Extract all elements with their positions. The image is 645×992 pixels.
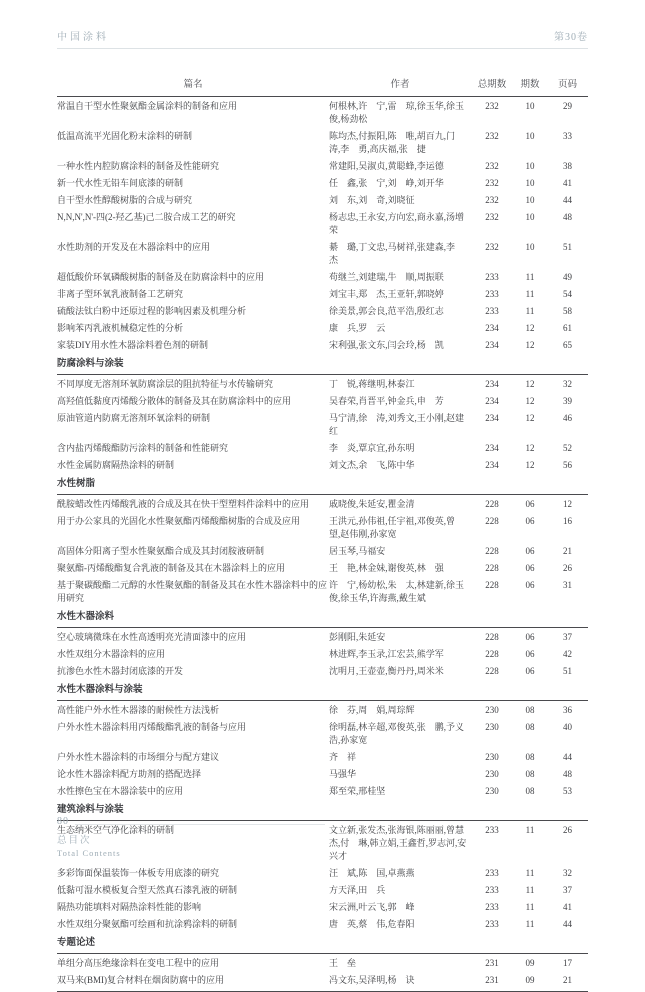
page-number: 38 <box>563 160 572 171</box>
table-row <box>57 191 588 208</box>
page-number: 21 <box>563 545 572 556</box>
paper-authors: 丁 锐,蒋继明,林泰江 <box>329 378 415 389</box>
issue-number: 12 <box>525 459 535 470</box>
table-row <box>57 268 588 285</box>
issue-number: 12 <box>525 378 535 389</box>
page-number: 48 <box>563 768 572 779</box>
total-issue: 234 <box>485 322 499 333</box>
paper-title: 含内盐丙烯酸酯防污涂料的制备和性能研究 <box>57 442 229 453</box>
table-row <box>57 971 588 991</box>
total-issue: 232 <box>485 177 499 188</box>
paper-title: 不同厚度无溶剂环氧防腐涂层的阻抗特征与水传输研究 <box>57 378 274 389</box>
volume-label: 第30卷 <box>554 32 588 43</box>
page-number: 44 <box>563 751 572 762</box>
paper-authors: 王洪元,孙伟祖,任宇祖,邓俊英,曾 望,赵伟刚,孙家宽 <box>329 515 465 539</box>
paper-authors: 唐 英,蔡 伟,危春阳 <box>329 918 415 929</box>
paper-authors: 刘宝丰,郑 杰,王亚轩,郭晓婷 <box>329 288 444 299</box>
total-issue: 233 <box>485 305 499 316</box>
paper-title: 空心玻璃微珠在水性高透明亮光清面漆中的应用 <box>57 631 247 642</box>
page-number: 36 <box>563 704 572 715</box>
page-number: 32 <box>563 867 572 878</box>
paper-title: 一种水性内腔防腐涂料的制备及性能研究 <box>57 160 220 171</box>
total-issue: 228 <box>485 579 499 590</box>
col-header-page: 页码 <box>547 76 588 97</box>
paper-title: N,N,N',N'-四(2-羟乙基)己二胺合成工艺的研究 <box>57 211 236 222</box>
paper-title: 隔热功能填料对隔热涂料性能的影响 <box>57 901 202 912</box>
paper-title: 水性擦色宝在木器涂装中的应用 <box>57 785 184 796</box>
issue-number: 11 <box>525 884 535 895</box>
paper-authors: 居玉琴,马福安 <box>329 545 386 556</box>
page-number: 26 <box>563 824 572 835</box>
total-issue: 232 <box>485 100 499 111</box>
total-issue: 232 <box>485 194 499 205</box>
issue-number: 11 <box>525 867 535 878</box>
paper-title: 论水性木器涂料配方助剂的搭配选择 <box>57 768 202 779</box>
paper-authors: 任 鑫,张 宁,刘 峥,刘开华 <box>329 177 444 188</box>
page-number: 32 <box>563 378 572 389</box>
page-number: 26 <box>563 562 572 573</box>
paper-title: 低黏可湿水模板复合型天然真石漆乳液的研制 <box>57 884 238 895</box>
table-row <box>57 285 588 302</box>
page-number: 33 <box>563 130 572 141</box>
section-title: 水性树脂 <box>57 473 588 495</box>
issue-number: 09 <box>525 957 535 968</box>
paper-title: 高性能户外水性木器漆的耐候性方法浅析 <box>57 704 220 715</box>
section-header <box>57 606 588 628</box>
total-issue: 228 <box>485 562 499 573</box>
total-issue: 234 <box>485 459 499 470</box>
paper-authors: 杨志忠,王永安,方向宏,商永嘉,汤增荣 <box>329 211 465 235</box>
issue-number: 06 <box>525 665 535 676</box>
total-issue: 233 <box>485 901 499 912</box>
total-issue: 232 <box>485 211 499 222</box>
page-number: 51 <box>563 665 572 676</box>
table-row <box>57 174 588 191</box>
table-row <box>57 864 588 881</box>
total-issue: 228 <box>485 545 499 556</box>
paper-title: 水性金属防腐隔热涂料的研制 <box>57 459 175 470</box>
paper-title: 家装DIY用水性木器涂料着色剂的研制 <box>57 339 208 350</box>
issue-number: 11 <box>525 305 535 316</box>
paper-title: 水性助剂的开发及在木器涂料中的应用 <box>57 241 211 252</box>
issue-number: 08 <box>525 721 535 732</box>
paper-authors: 綦 璐,丁文忠,马树祥,张建森,李 杰 <box>329 241 465 265</box>
total-issue: 230 <box>485 721 499 732</box>
table-row <box>57 898 588 915</box>
page-number: 41 <box>563 177 572 188</box>
paper-authors: 李 炎,覃京宜,孙东明 <box>329 442 415 453</box>
issue-number: 11 <box>525 901 535 912</box>
total-issue: 230 <box>485 768 499 779</box>
col-header-title: 篇名 <box>57 76 329 97</box>
paper-authors: 冯文东,吴泽明,杨 诀 <box>329 971 471 991</box>
issue-number: 09 <box>513 971 547 991</box>
paper-title: 自干型水性醇酸树脂的合成与研究 <box>57 194 193 205</box>
page-number: 40 <box>563 721 572 732</box>
table-row <box>57 954 588 972</box>
paper-authors: 郑至荣,邢桂坚 <box>329 785 386 796</box>
total-issue: 228 <box>485 665 499 676</box>
col-header-authors: 作者 <box>329 76 471 97</box>
section-header <box>57 353 588 375</box>
paper-title: 单组分高压绝缘涂料在变电工程中的应用 <box>57 957 220 968</box>
table-row <box>57 456 588 473</box>
page-number: 80 <box>57 816 69 827</box>
paper-title: 户外水性木器涂料的市场细分与配方建议 <box>57 751 220 762</box>
footer-rule <box>75 824 325 825</box>
issue-number: 12 <box>525 395 535 406</box>
page-number: 56 <box>563 459 572 470</box>
section-header <box>57 473 588 495</box>
table-row <box>57 662 588 679</box>
page-number: 37 <box>563 631 572 642</box>
paper-authors: 陈均杰,付振阳,陈 唯,胡百九,门 涛,李 勇,高庆福,张 捷 <box>329 130 465 154</box>
total-issue: 233 <box>485 271 499 282</box>
paper-authors: 方天泽,田 兵 <box>329 884 386 895</box>
page-number: 44 <box>563 194 572 205</box>
total-issue: 234 <box>485 442 499 453</box>
paper-authors: 徐 芬,周 娟,周琮辉 <box>329 704 415 715</box>
col-header-issue: 期数 <box>513 76 547 97</box>
journal-name: 中国涂料 <box>57 32 109 43</box>
issue-number: 10 <box>525 160 535 171</box>
page-number: 65 <box>563 339 572 350</box>
issue-number: 11 <box>525 824 535 835</box>
total-issue: 230 <box>485 785 499 796</box>
page-number: 31 <box>563 579 572 590</box>
issue-number: 10 <box>525 211 535 222</box>
paper-title: 低温高流平光固化粉末涂料的研制 <box>57 130 193 141</box>
total-issue: 232 <box>485 130 499 141</box>
page-number: 49 <box>563 271 572 282</box>
paper-authors: 刘文杰,余 飞,陈中华 <box>329 459 415 470</box>
paper-title: 水性双组分聚氨酯可绘画和抗涂鸦涂料的研制 <box>57 918 238 929</box>
page-number: 29 <box>563 100 572 111</box>
paper-title: 高羟值低黏度丙烯酸分散体的制备及其在防腐涂料中的应用 <box>57 395 292 406</box>
page-number: 21 <box>547 971 588 991</box>
paper-title: 聚氨酯-丙烯酸酯复合乳液的制备及其在木器涂料上的应用 <box>57 562 285 573</box>
total-issue: 231 <box>471 971 513 991</box>
total-issue: 228 <box>485 515 499 526</box>
table-row <box>57 97 588 128</box>
total-issue: 228 <box>485 648 499 659</box>
page-number: 53 <box>563 785 572 796</box>
page-number: 37 <box>563 884 572 895</box>
paper-authors: 彭刚阳,朱延安 <box>329 631 386 642</box>
table-row <box>57 559 588 576</box>
page-number: 52 <box>563 442 572 453</box>
total-issue: 233 <box>485 824 499 835</box>
issue-number: 11 <box>525 271 535 282</box>
issue-number: 06 <box>525 515 535 526</box>
paper-title: 非离子型环氧乳液制备工艺研究 <box>57 288 184 299</box>
issue-number: 06 <box>525 648 535 659</box>
issue-number: 10 <box>525 241 535 252</box>
issue-number: 12 <box>525 339 535 350</box>
footer-title-en: Total Contents <box>57 848 121 858</box>
table-row <box>57 576 588 606</box>
paper-authors: 戚晓俊,朱延安,瞿金清 <box>329 498 415 509</box>
issue-number: 10 <box>525 194 535 205</box>
section-title: 建筑涂料与涂装 <box>57 799 588 821</box>
paper-authors: 林进辉,李玉录,江宏芸,熊学军 <box>329 648 444 659</box>
table-row <box>57 495 588 513</box>
section-title: 水性木器涂料 <box>57 606 588 628</box>
total-issue: 234 <box>485 378 499 389</box>
total-issue: 228 <box>485 498 499 509</box>
table-header-row <box>57 76 588 97</box>
table-row <box>57 782 588 799</box>
table-row <box>57 208 588 238</box>
footer-title-cn: 总目次 <box>57 836 92 846</box>
page-number: 61 <box>563 322 572 333</box>
page-footer <box>57 816 588 858</box>
paper-authors: 刘 东,刘 奇,刘晓征 <box>329 194 415 205</box>
paper-authors: 徐明磊,林辛超,邓俊英,张 鹏,予义浩,孙家宽 <box>329 721 465 745</box>
page-number: 17 <box>563 957 572 968</box>
paper-title: 水性双组分木器涂料的应用 <box>57 648 166 659</box>
issue-number: 12 <box>525 412 535 423</box>
table-row <box>57 718 588 748</box>
paper-title: 硫酸法钛白粉中还原过程的影响因素及机理分析 <box>57 305 247 316</box>
issue-number: 08 <box>525 768 535 779</box>
table-row <box>57 701 588 719</box>
page-number: 12 <box>563 498 572 509</box>
paper-authors: 王 艳,林金妹,谢俊英,林 强 <box>329 562 444 573</box>
table-row <box>57 238 588 268</box>
table-row <box>57 127 588 157</box>
page-number: 39 <box>563 395 572 406</box>
page-number: 48 <box>563 211 572 222</box>
paper-authors: 王 垒 <box>329 957 357 968</box>
table-row <box>57 748 588 765</box>
table-row <box>57 881 588 898</box>
section-title: 专题论述 <box>57 932 588 954</box>
paper-authors: 何根林,许 宁,雷 琼,徐玉华,徐玉俊,杨劲松 <box>329 100 465 124</box>
table-row <box>57 512 588 542</box>
issue-number: 06 <box>525 562 535 573</box>
paper-authors: 齐 祥 <box>329 751 357 762</box>
paper-title: 用于办公家具的光固化水性聚氨酯丙烯酸酯树脂的合成及应用 <box>57 515 301 526</box>
paper-title: 酰胺蜡改性丙烯酸乳液的合成及其在快干型塑料件涂料中的应用 <box>57 498 310 509</box>
paper-authors: 马强华 <box>329 768 357 779</box>
issue-number: 08 <box>525 751 535 762</box>
col-header-total: 总期数 <box>471 76 513 97</box>
paper-title: 原油管道内防腐无溶剂环氧涂料的研制 <box>57 412 211 423</box>
paper-title: 多彩饰面保温装饰一体板专用底漆的研究 <box>57 867 220 878</box>
table-row <box>57 542 588 559</box>
table-row <box>57 392 588 409</box>
table-row <box>57 439 588 456</box>
table-row <box>57 157 588 174</box>
paper-authors: 苟继兰,刘建瑞,牛 顺,周振联 <box>329 271 444 282</box>
table-row <box>57 302 588 319</box>
issue-number: 06 <box>525 545 535 556</box>
page-number: 44 <box>563 918 572 929</box>
paper-authors: 常建阳,吴淑贞,黄聪蜂,李运德 <box>329 160 444 171</box>
table-row <box>57 765 588 782</box>
issue-number: 10 <box>525 177 535 188</box>
table-row <box>57 645 588 662</box>
issue-number: 06 <box>525 579 535 590</box>
paper-title: 生态纳米空气净化涂料的研制 <box>57 824 175 835</box>
issue-number: 11 <box>525 918 535 929</box>
paper-title: 常温自干型水性聚氨酯金属涂料的制备和应用 <box>57 100 238 111</box>
page-number: 54 <box>563 288 572 299</box>
paper-authors: 康 兵,罗 云 <box>329 322 386 333</box>
page-number: 42 <box>563 648 572 659</box>
paper-title: 影响苯丙乳液机械稳定性的分析 <box>57 322 184 333</box>
page-number: 51 <box>563 241 572 252</box>
paper-title: 超低酸价环氧磷酸树脂的制备及在防腐涂料中的应用 <box>57 271 265 282</box>
paper-title: 双马来(BMI)复合材料在烟囱防腐中的应用 <box>57 971 329 991</box>
page-number: 58 <box>563 305 572 316</box>
paper-title: 抗渗色水性木器封闭底漆的开发 <box>57 665 184 676</box>
paper-title: 基于聚碳酸酯二元醇的水性聚氨酯的制备及其在水性木器涂料中的应用研究 <box>57 579 328 603</box>
table-row <box>57 336 588 353</box>
table-row <box>57 375 588 393</box>
issue-number: 06 <box>525 498 535 509</box>
section-header <box>57 932 588 954</box>
paper-authors: 文立新,张发杰,张海银,陈丽丽,曾慧杰,付 琳,韩立娟,王鑫哲,罗志河,安兴才 <box>329 824 467 861</box>
total-issue: 228 <box>485 631 499 642</box>
paper-authors: 许 宁,杨幼松,朱 太,林建新,徐玉俊,徐玉华,许海燕,戴生斌 <box>329 579 465 603</box>
issue-number: 06 <box>525 631 535 642</box>
table-row <box>57 409 588 439</box>
issue-number: 12 <box>525 442 535 453</box>
total-issue: 233 <box>485 288 499 299</box>
paper-title: 高固体分阳离子型水性聚氨酯合成及其封闭胺液研制 <box>57 545 265 556</box>
total-issue: 232 <box>485 241 499 252</box>
section-title: 水性木器涂料与涂装 <box>57 679 588 701</box>
paper-authors: 汪 斌,陈 国,卓燕燕 <box>329 867 415 878</box>
total-issue: 234 <box>485 412 499 423</box>
paper-authors: 徐美景,郭会良,范平浩,殷红志 <box>329 305 444 316</box>
table-row <box>57 319 588 336</box>
issue-number: 11 <box>525 288 535 299</box>
page-number: 41 <box>563 901 572 912</box>
issue-number: 10 <box>525 100 535 111</box>
total-issue: 233 <box>485 884 499 895</box>
page-number: 46 <box>563 412 572 423</box>
issue-number: 12 <box>525 322 535 333</box>
paper-authors: 沈明月,王壶壶,衡丹丹,周米米 <box>329 665 444 676</box>
page-number: 16 <box>563 515 572 526</box>
issue-number: 10 <box>525 130 535 141</box>
section-title: 防腐涂料与涂装 <box>57 353 588 375</box>
table-row <box>57 628 588 646</box>
paper-authors: 宋云洲,叶云飞,郭 峰 <box>329 901 415 912</box>
total-issue: 232 <box>485 160 499 171</box>
issue-number: 08 <box>525 785 535 796</box>
total-issue: 234 <box>485 339 499 350</box>
running-head <box>57 28 588 49</box>
paper-authors: 吴春荣,肖晋平,钟金兵,申 芳 <box>329 395 444 406</box>
section-header <box>57 679 588 701</box>
total-issue: 233 <box>485 867 499 878</box>
total-issue: 230 <box>485 704 499 715</box>
table-row <box>57 915 588 932</box>
total-issue: 234 <box>485 395 499 406</box>
total-issue: 233 <box>485 918 499 929</box>
total-issue: 231 <box>485 957 499 968</box>
paper-title: 新一代水性无铅车间底漆的研制 <box>57 177 184 188</box>
issue-number: 08 <box>525 704 535 715</box>
paper-authors: 宋利强,张文东,闫会玲,杨 凯 <box>329 339 444 350</box>
total-issue: 230 <box>485 751 499 762</box>
paper-authors: 马宁清,徐 涛,刘秀文,王小刚,赵建红 <box>329 412 465 436</box>
paper-title: 户外水性木器涂料用丙烯酸酯乳液的制备与应用 <box>57 721 247 732</box>
